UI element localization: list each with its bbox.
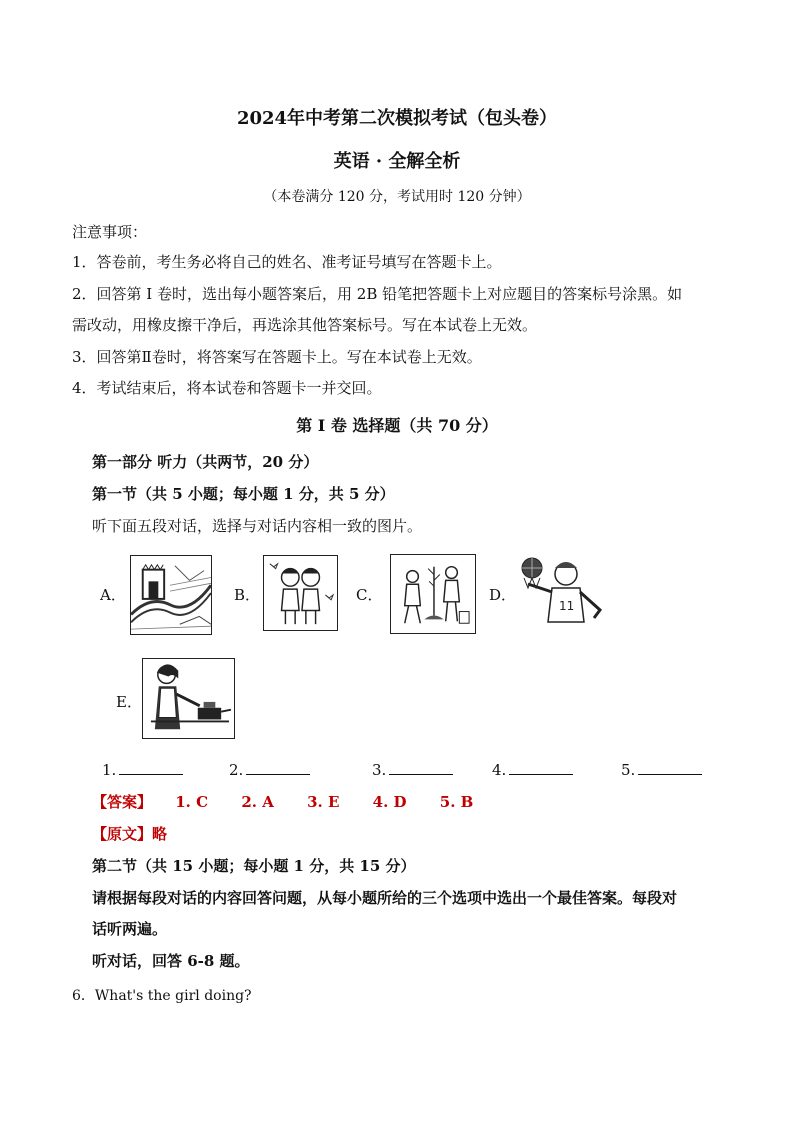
cooking-image	[142, 658, 235, 739]
instructions-heading: 注意事项：	[72, 223, 148, 241]
svg-text:11: 11	[559, 599, 575, 613]
answer-blank[interactable]: 1.	[102, 760, 183, 779]
section-heading: 第 I 卷 选择题（共 70 分）	[296, 416, 498, 435]
answer-item: 1. C	[175, 793, 209, 811]
answer-item: 4. D	[372, 793, 407, 811]
instruction-item: 3．回答第Ⅱ卷时，将答案写在答题卡上。写在本试卷上无效。	[72, 348, 482, 366]
option-letter: B．	[234, 586, 261, 604]
question-6: 6．What's the girl doing?	[72, 988, 252, 1004]
sub-heading: 第一节（共 5 小题；每小题 1 分，共 5 分）	[92, 485, 395, 503]
answer-line	[92, 791, 473, 812]
answer-blank[interactable]: 5.	[621, 760, 702, 779]
instruction-item: 4．考试结束后，将本试卷和答题卡一并交回。	[72, 379, 382, 397]
instruction-item: 1．答卷前，考生务必将自己的姓名、准考证号填写在答题卡上。	[72, 253, 502, 271]
sub-instruction: 请根据每段对话的内容回答问题，从每小题所给的三个选项中选出一个最佳答案。每段对	[92, 889, 678, 907]
basketball-image	[518, 554, 604, 633]
children-image	[263, 555, 338, 631]
dialog-note: 听对话，回答 6-8 题。	[92, 952, 250, 970]
option-letter: E．	[116, 693, 142, 711]
sub-instruction: 话听两遍。	[92, 920, 168, 938]
instruction-item: 需改动，用橡皮擦干净后，再选涂其他答案标号。写在本试卷上无效。	[72, 316, 538, 334]
answer-blank[interactable]: 3.	[372, 760, 453, 779]
transcript-label: 【原文】	[92, 825, 153, 843]
answer-item: 3. E	[307, 793, 340, 811]
great-wall-image	[130, 555, 212, 635]
transcript-value: 略	[152, 825, 168, 843]
option-letter: D．	[489, 586, 517, 604]
sub-instruction: 听下面五段对话，选择与对话内容相一致的图片。	[92, 517, 423, 535]
part-heading: 第一部分 听力（共两节，20 分）	[92, 453, 319, 471]
answer-item: 2. A	[241, 793, 274, 811]
score-note: （本卷满分 120 分，考试用时 120 分钟）	[263, 189, 531, 205]
option-letter: A．	[100, 586, 126, 604]
page-subtitle: 英语 · 全解全析	[333, 151, 461, 172]
answer-blank[interactable]: 2.	[229, 760, 310, 779]
answer-blank[interactable]: 4.	[492, 760, 573, 779]
answer-item: 5. B	[439, 793, 474, 811]
page-title: 2024年中考第二次模拟考试（包头卷）	[236, 108, 558, 129]
answer-label: 【答案】	[92, 793, 153, 811]
option-letter: C．	[356, 586, 383, 604]
transcript-line	[92, 823, 167, 844]
sub-heading: 第二节（共 15 小题；每小题 1 分，共 15 分）	[92, 857, 416, 875]
tree-planting-image	[390, 554, 476, 634]
instruction-item: 2．回答第 I 卷时，选出每小题答案后，用 2B 铅笔把答题卡上对应题目的答案标号涂黑。如	[72, 285, 683, 303]
